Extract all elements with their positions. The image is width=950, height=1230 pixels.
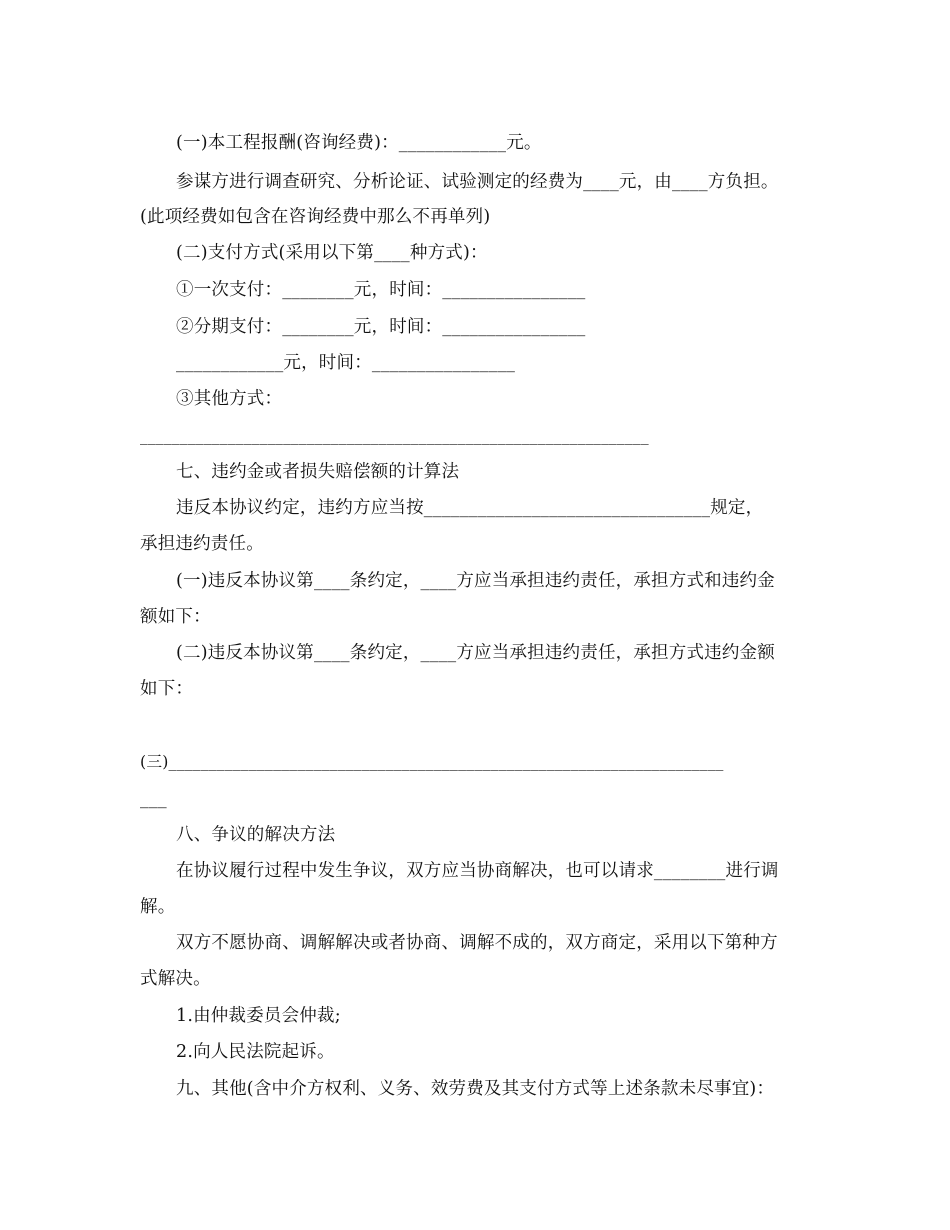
- breach-item-3: (三)_____________________________________________________________________: [140, 752, 724, 771]
- blank-line: ________________________________________________________________: [140, 427, 649, 445]
- dispute-clause: 在协议履行过程中发生争议，双方应当协商解决，也可以请求________进行调: [176, 861, 779, 881]
- fee-clause-1: (一)本工程报酬(咨询经费)：____________元。: [176, 133, 542, 153]
- breach-item-2: (二)违反本协议第____条约定，____方应当承担违约责任，承担方式违约金额: [176, 643, 775, 663]
- dispute-clause-continued: 解。: [140, 897, 176, 917]
- section-7-heading: 七、违约金或者损失赔偿额的计算法: [176, 462, 460, 482]
- breach-item-1-continued: 额如下：: [140, 607, 211, 627]
- research-fee-note: (此项经费如包含在咨询经费中那么不再单列): [140, 207, 491, 227]
- dispute-resolution-continued: 式解决。: [140, 969, 211, 989]
- resolution-option-1: 1.由仲裁委员会仲裁;: [176, 1006, 341, 1026]
- payment-option-3: ③其他方式：: [176, 389, 283, 409]
- breach-item-1: (一)违反本协议第____条约定，____方应当承担违约责任，承担方式和违约金: [176, 571, 775, 591]
- breach-clause: 违反本协议约定，违约方应当按________________________________规定，: [176, 498, 764, 518]
- payment-option-2-continued: ____________元，时间：________________: [176, 353, 516, 373]
- breach-clause-continued: 承担违约责任。: [140, 534, 264, 554]
- resolution-option-2: 2.向人民法院起诉。: [176, 1042, 335, 1062]
- payment-method-clause: (二)支付方式(采用以下第____种方式)：: [176, 243, 488, 263]
- section-8-heading: 八、争议的解决方法: [176, 825, 336, 845]
- breach-item-3-continued: ___: [140, 789, 167, 809]
- section-9-heading: 九、其他(含中介方权利、义务、效劳费及其支付方式等上述条款未尽事宜)：: [176, 1079, 775, 1099]
- dispute-resolution-clause: 双方不愿协商、调解解决或者协商、调解不成的，双方商定，采用以下第种方: [176, 933, 778, 953]
- breach-item-2-continued: 如下：: [140, 679, 194, 699]
- research-fee-clause: 参谋方进行调查研究、分析论证、试验测定的经费为____元，由____方负担。: [176, 172, 779, 192]
- payment-option-1: ①一次支付：________元，时间：________________: [176, 280, 586, 300]
- payment-option-2: ②分期支付：________元，时间：________________: [176, 317, 586, 337]
